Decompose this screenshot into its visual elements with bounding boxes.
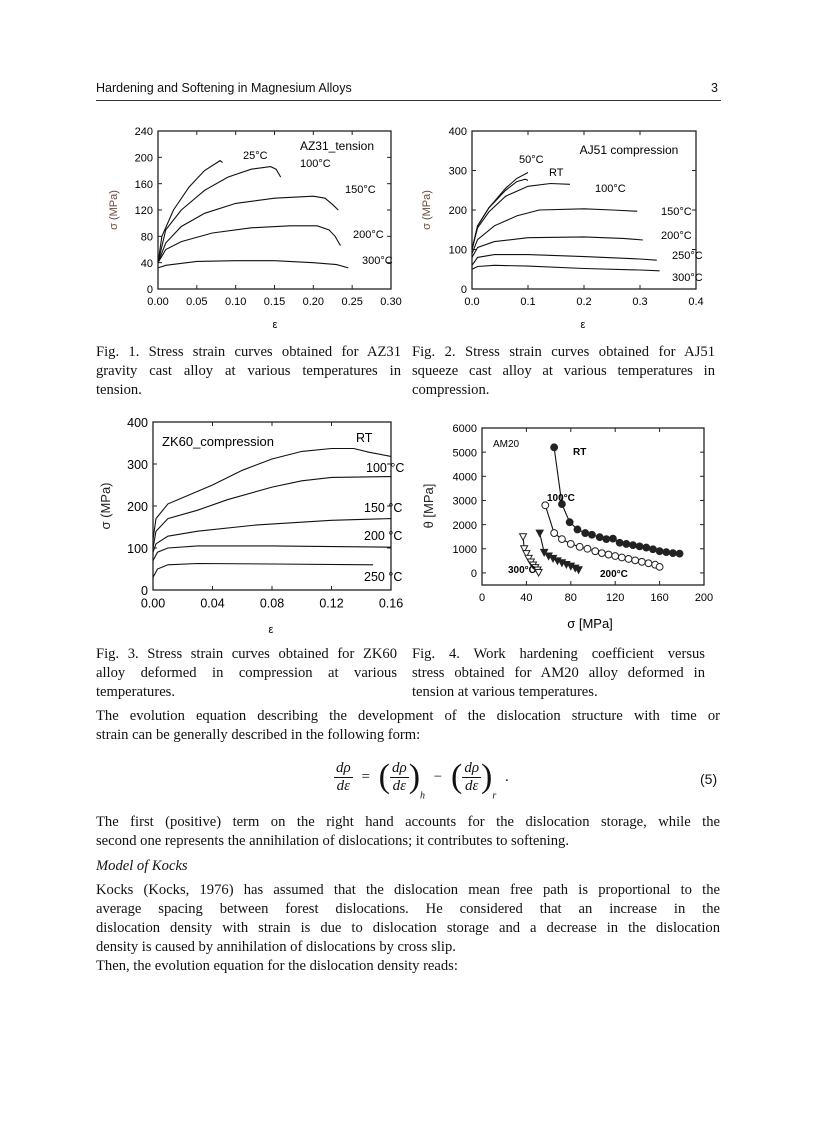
text-line: The evolution equation describing the development of the dislocation structure with time or — [96, 708, 720, 724]
series-line — [472, 209, 637, 254]
series-2 — [158, 184, 376, 263]
text-line: alloy deformed in compression at various — [96, 665, 397, 681]
data-point — [559, 536, 566, 543]
data-point — [603, 536, 610, 543]
y-tick-label: 40 — [140, 257, 153, 270]
x-tick-label: 40 — [520, 592, 533, 604]
series-label: 150 °C — [364, 501, 403, 515]
data-point — [663, 549, 670, 556]
text-line: second one represents the annihilation of dislocations; it contributes to softening. — [96, 833, 569, 849]
y-tick-label: 300 — [127, 457, 148, 472]
data-point — [605, 551, 612, 558]
data-point — [676, 550, 683, 557]
data-point — [618, 554, 625, 561]
figure-2-caption — [412, 343, 715, 400]
data-point — [592, 548, 599, 555]
series-2 — [153, 501, 402, 552]
series-5 — [472, 250, 703, 265]
eq-storage-num: dρ — [392, 759, 407, 776]
data-point — [588, 531, 595, 538]
y-tick-label: 0 — [470, 568, 477, 581]
series-label: 150°C — [661, 206, 692, 218]
text-line: tension at various temperatures. — [412, 684, 598, 700]
x-tick-label: 160 — [650, 592, 669, 604]
x-tick-label: 0.4 — [688, 296, 704, 308]
series-line — [153, 546, 391, 561]
y-axis-label: σ (MPa) — [98, 482, 113, 530]
series-label: 200°C — [600, 569, 628, 580]
y-axis-label: σ (MPa) — [421, 190, 433, 230]
series-3 — [508, 534, 542, 576]
y-tick-label: 100 — [448, 244, 467, 257]
y-tick-label: 0 — [146, 284, 153, 297]
eq-sub-r: r — [492, 790, 497, 802]
y-tick-label: 0 — [460, 284, 467, 297]
eq-equals: = — [361, 768, 370, 785]
x-tick-label: 0.05 — [186, 296, 208, 308]
y-tick-label: 1000 — [452, 543, 477, 556]
x-tick-label: 120 — [606, 592, 625, 604]
data-point — [551, 444, 558, 451]
series-1 — [158, 158, 331, 263]
text-line: Kocks (Kocks, 1976) has assumed that the dislocation mean free path is proportional to the — [96, 882, 720, 898]
equation-number: (5) — [700, 771, 718, 787]
data-point — [596, 534, 603, 541]
chart-title: AZ31_tension — [299, 139, 375, 153]
x-axis-label: ε — [272, 319, 278, 331]
x-tick-label: 0.15 — [263, 296, 286, 308]
x-tick-label: 0.00 — [140, 596, 166, 611]
series-label: 25°C — [243, 150, 268, 162]
eq-annihil-den: dε — [464, 777, 479, 794]
series-label: RT — [573, 447, 587, 458]
text-line: Fig. 4. Work hardening coefficient versus — [412, 646, 705, 662]
eq-denominator: dε — [336, 777, 351, 794]
text-line: The first (positive) term on the right hand accounts for the dislocation storage, while the — [96, 814, 720, 830]
series-label: 250°C — [672, 250, 703, 262]
x-tick-label: 0.16 — [378, 596, 404, 611]
figure-1-caption — [96, 343, 401, 400]
series-label: 100°C — [300, 158, 331, 170]
data-point — [656, 563, 663, 570]
text-line: gravity cast alloy at various temperatures in — [96, 363, 401, 379]
y-axis-label: θ [MPa] — [421, 483, 436, 529]
data-point — [574, 526, 581, 533]
y-axis-label: σ (MPa) — [108, 190, 120, 230]
data-point — [616, 539, 623, 546]
series-label: 200 °C — [364, 529, 403, 543]
series-label: 100°C — [547, 493, 575, 504]
y-tick-label: 5000 — [452, 447, 477, 460]
x-tick-label: 0.10 — [224, 296, 247, 308]
text-line: stress obtained for AM20 alloy deformed in — [412, 665, 705, 681]
x-tick-label: 0 — [478, 592, 486, 604]
data-point — [520, 534, 527, 541]
paragraph-then — [96, 957, 720, 976]
y-tick-label: 200 — [127, 499, 148, 514]
eq-numerator: dρ — [336, 759, 351, 776]
x-tick-label: 0.2 — [576, 296, 592, 308]
chart-title: AJ51 compression — [579, 143, 679, 157]
y-tick-label: 2000 — [452, 519, 477, 532]
series-4 — [158, 255, 393, 268]
running-title: Hardening and Softening in Magnesium Alloys — [96, 81, 352, 95]
text-line: Fig. 3. Stress strain curves obtained for ZK60 — [96, 646, 397, 662]
x-axis-label: σ [MPa] — [567, 616, 613, 631]
subheading-model-of-kocks: Model of Kocks — [96, 858, 188, 874]
series-3 — [472, 206, 692, 253]
text-line: strain can be generally described in the following form: — [96, 727, 421, 743]
data-point — [612, 553, 619, 560]
series-line — [153, 564, 373, 578]
y-tick-label: 160 — [134, 178, 153, 191]
y-tick-label: 400 — [127, 415, 148, 430]
y-tick-label: 300 — [448, 165, 467, 178]
eq-annihil-num: dρ — [464, 759, 480, 776]
series-line — [158, 226, 341, 263]
series-line — [153, 449, 391, 540]
series-line — [472, 255, 657, 266]
series-label: 100°C — [595, 183, 626, 195]
data-point — [566, 519, 573, 526]
series-line — [472, 184, 570, 250]
figure-4-caption — [412, 645, 705, 702]
eq-period: . — [505, 768, 509, 785]
series-4 — [153, 564, 402, 585]
y-tick-label: 200 — [134, 152, 153, 165]
series-2 — [472, 183, 626, 250]
series-3 — [158, 226, 384, 263]
y-tick-label: 0 — [141, 583, 148, 598]
series-label: 300°C — [672, 272, 703, 284]
chart-1 — [108, 126, 402, 331]
text-line: tension. — [96, 382, 142, 398]
plot-frame — [158, 131, 391, 289]
eq-storage-den: dε — [392, 777, 407, 794]
chart-title: ZK60_compression — [162, 434, 274, 449]
series-line — [472, 265, 660, 271]
eq-minus: − — [433, 768, 443, 785]
y-tick-label: 80 — [140, 231, 153, 244]
y-tick-label: 3000 — [452, 495, 477, 508]
text-line: squeeze cast alloy at various temperatures in — [412, 363, 715, 379]
x-tick-label: 0.30 — [380, 296, 402, 308]
series-6 — [472, 265, 703, 284]
data-point — [551, 530, 558, 537]
x-tick-label: 0.08 — [259, 596, 285, 611]
x-tick-label: 80 — [564, 592, 577, 604]
data-point — [636, 543, 643, 550]
series-label: RT — [356, 431, 373, 445]
x-tick-label: 0.3 — [632, 296, 648, 308]
x-axis-label: ε — [580, 319, 586, 331]
chart-title: AM20 — [493, 439, 520, 450]
series-label: 250 °C — [364, 570, 403, 584]
x-tick-label: 0.12 — [319, 596, 344, 611]
series-line — [158, 167, 281, 263]
series-3 — [153, 529, 402, 561]
data-point — [632, 557, 639, 564]
chart-3 — [98, 416, 404, 636]
x-tick-label: 0.0 — [464, 296, 480, 308]
text-line: Fig. 1. Stress strain curves obtained for AZ31 — [96, 344, 401, 360]
text-line: density is caused by annihilation of dislocations by cross slip. — [96, 939, 456, 955]
chart-2 — [421, 126, 704, 331]
y-tick-label: 6000 — [452, 423, 477, 436]
y-tick-label: 200 — [448, 205, 467, 218]
data-point — [643, 544, 650, 551]
y-tick-label: 4000 — [452, 471, 477, 484]
series-label: RT — [549, 167, 564, 179]
data-point — [630, 542, 637, 549]
data-point — [656, 548, 663, 555]
series-4 — [472, 230, 692, 257]
series-label: 300°C — [508, 565, 536, 576]
y-tick-label: 120 — [134, 205, 153, 218]
page-number: 3 — [711, 81, 718, 95]
paragraph-kocks — [96, 881, 720, 957]
y-tick-label: 400 — [448, 126, 467, 139]
x-tick-label: 0.25 — [341, 296, 363, 308]
eq-sub-h: h — [420, 790, 426, 802]
series-label: 300°C — [362, 255, 393, 267]
x-tick-label: 0.20 — [302, 296, 325, 308]
x-tick-label: 0.04 — [200, 596, 225, 611]
data-point — [638, 558, 645, 565]
data-point — [598, 550, 605, 557]
equation-5: $\frac{d\rho}{d\varepsilon}$ = ( $\frac{d\rho}{d\varepsilon}$ )$_h$ − ( $\frac{d\rho}{d\varepsilon}$ )$_r$ . — [336, 758, 509, 802]
data-point — [535, 569, 542, 576]
data-point — [576, 543, 583, 550]
series-line — [153, 477, 391, 548]
data-point — [625, 556, 632, 563]
text-line: dislocation density with strain is due to dislocation storage and a decrease in the dislocation — [96, 920, 720, 936]
x-tick-label: 200 — [694, 592, 714, 604]
data-point — [582, 530, 589, 537]
chart-4 — [421, 423, 713, 631]
paragraph-evolution — [96, 707, 720, 745]
figure-3-caption — [96, 645, 397, 702]
series-label: 50°C — [519, 154, 544, 166]
paragraph-terms — [96, 813, 720, 851]
data-point — [670, 550, 677, 557]
text-line: compression. — [412, 382, 490, 398]
data-point — [645, 560, 652, 567]
x-tick-label: 0.00 — [147, 296, 169, 308]
data-point — [650, 546, 657, 553]
series-line — [158, 161, 223, 263]
series-label: 150°C — [345, 184, 376, 196]
text-line: average spacing between forest dislocations. He considered that an increase in the — [96, 901, 720, 917]
plot-frame — [482, 428, 704, 585]
series-label: 200°C — [661, 230, 692, 242]
data-point — [567, 541, 574, 548]
data-point — [610, 535, 617, 542]
series-label: 100 °C — [366, 461, 405, 475]
series-label: 200°C — [353, 229, 384, 241]
series-0 — [158, 150, 268, 263]
text-line: Fig. 2. Stress strain curves obtained for AJ51 — [412, 344, 715, 360]
x-axis-label: ε — [268, 624, 274, 636]
data-point — [536, 530, 543, 537]
data-point — [623, 541, 630, 548]
x-tick-label: 0.1 — [520, 296, 536, 308]
y-tick-label: 240 — [134, 126, 153, 139]
y-tick-label: 100 — [127, 541, 148, 556]
data-point — [584, 545, 591, 552]
text-line: temperatures. — [96, 684, 176, 700]
series-line — [158, 261, 348, 268]
text-line: Then, the evolution equation for the dislocation density reads: — [96, 958, 458, 974]
